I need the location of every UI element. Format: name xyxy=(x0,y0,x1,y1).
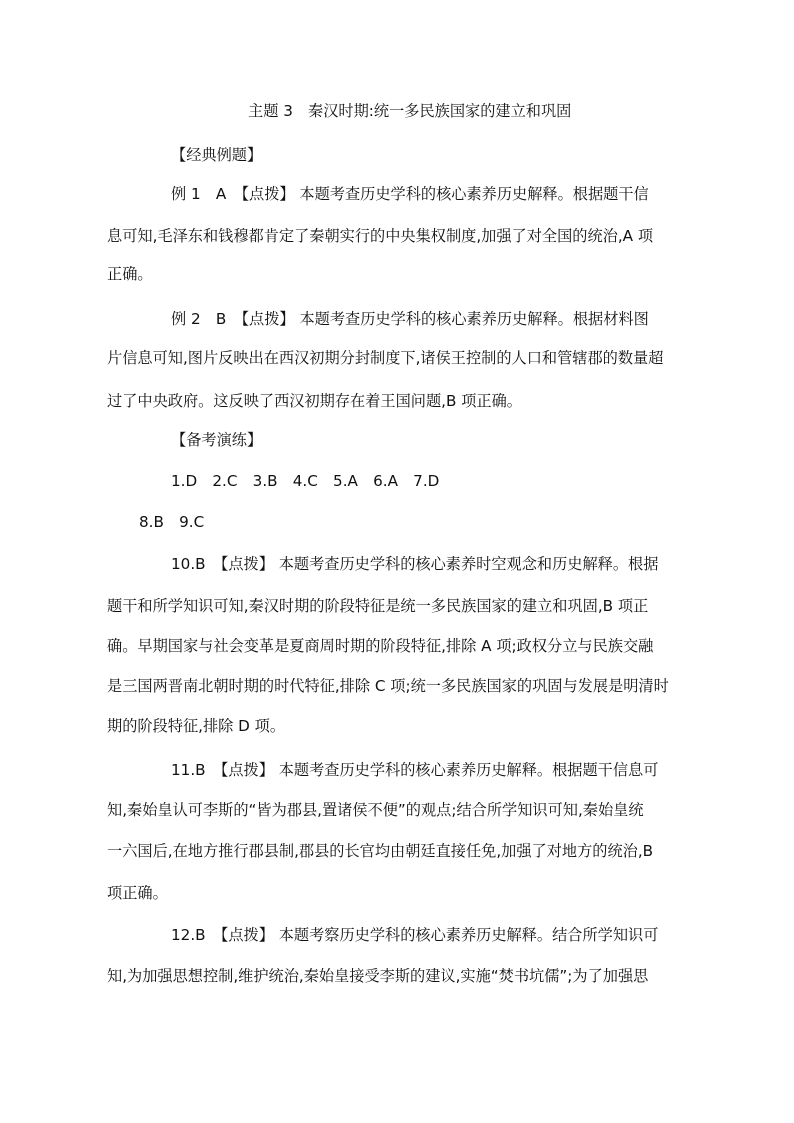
q10-line5: 期的阶段特征,排除 D 项。 xyxy=(107,717,286,735)
q10-line2: 题干和所学知识可知,秦汉时期的阶段特征是统一多民族国家的建立和巩固,B 项正 xyxy=(107,597,649,615)
q12-line1: 12.B 【点拨】 本题考察历史学科的核心素养历史解释。结合所学知识可 xyxy=(171,926,659,944)
q10-line4: 是三国两晋南北朝时期的时代特征,排除 C 项;统一多民族国家的巩固与发展是明清时 xyxy=(107,677,669,695)
example1-line2: 息可知,毛泽东和钱穆都肯定了秦朝实行的中央集权制度,加强了对全国的统治,A 项 xyxy=(107,227,654,245)
example2-line3: 过了中央政府。这反映了西汉初期存在着王国问题,B 项正确。 xyxy=(107,392,522,410)
section-heading-classic-examples: 【经典例题】 xyxy=(171,146,263,164)
section-heading-practice: 【备考演练】 xyxy=(171,431,263,449)
example1-line1: 例 1 A 【点拨】 本题考查历史学科的核心素养历史解释。根据题干信 xyxy=(171,185,649,203)
answers-row1: 1.D 2.C 3.B 4.C 5.A 6.A 7.D xyxy=(171,472,440,490)
q12-line2: 知,为加强思想控制,维护统治,秦始皇接受李斯的建议,实施“焚书坑儒”;为了加强思 xyxy=(107,967,649,985)
q11-line3: 一六国后,在地方推行郡县制,郡县的长官均由朝廷直接任免,加强了对地方的统治,B xyxy=(107,842,654,860)
example2-line2: 片信息可知,图片反映出在西汉初期分封制度下,诸侯王控制的人口和管辖郡的数量超 xyxy=(107,349,664,367)
q10-line3: 确。早期国家与社会变革是夏商周时期的阶段特征,排除 A 项;政权分立与民族交融 xyxy=(107,637,654,655)
example1-line3: 正确。 xyxy=(107,265,153,283)
q10-line1: 10.B 【点拨】 本题考查历史学科的核心素养时空观念和历史解释。根据 xyxy=(171,555,659,573)
answers-row2: 8.B 9.C xyxy=(139,513,205,531)
example2-line1: 例 2 B 【点拨】 本题考查历史学科的核心素养历史解释。根据材料图 xyxy=(171,310,649,328)
q11-line1: 11.B 【点拨】 本题考查历史学科的核心素养历史解释。根据题干信息可 xyxy=(171,761,659,779)
q11-line4: 项正确。 xyxy=(107,884,168,902)
q11-line2: 知,秦始皇认可李斯的“皆为郡县,置诸侯不便”的观点;结合所学知识可知,秦始皇统 xyxy=(107,801,644,819)
page-title: 主题 3 秦汉时期:统一多民族国家的建立和巩固 xyxy=(248,102,572,120)
